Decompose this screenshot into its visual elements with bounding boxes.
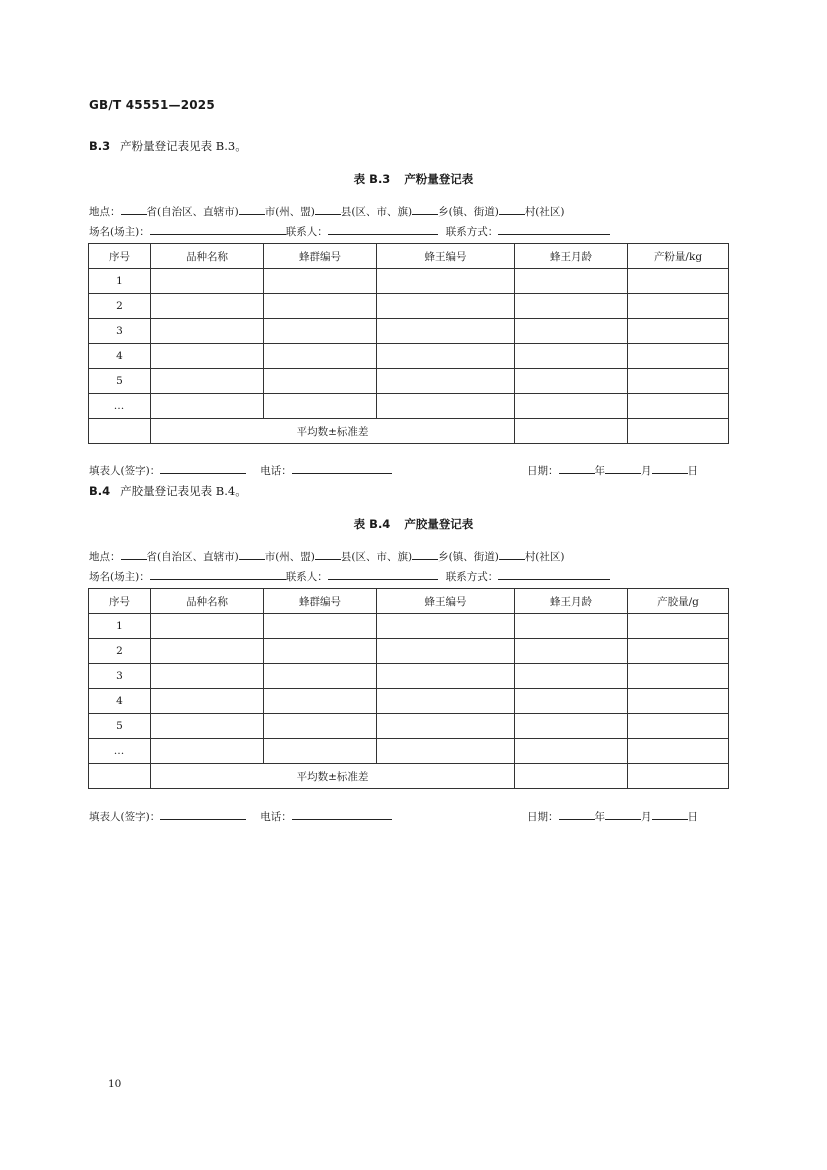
table-cell[interactable] [515, 714, 628, 739]
table-cell[interactable] [264, 689, 377, 714]
village-field[interactable] [499, 203, 525, 215]
sign-phone-field[interactable] [292, 462, 392, 474]
day-field[interactable] [652, 462, 688, 474]
table-row [89, 614, 729, 639]
table-cell[interactable] [264, 269, 377, 294]
row-number: 3 [89, 319, 151, 344]
village-label: 村(社区) [524, 206, 565, 218]
county-field[interactable] [315, 203, 341, 215]
city-label: 市(州、盟) [264, 551, 315, 563]
col-header: 蜂王月龄 [515, 244, 628, 269]
row-number: … [89, 394, 151, 419]
table-cell[interactable] [264, 394, 377, 419]
table-cell[interactable] [264, 319, 377, 344]
table-cell[interactable] [264, 369, 377, 394]
farm-name-field[interactable] [150, 223, 286, 235]
county-label: 县(区、市、旗) [340, 206, 413, 218]
township-label: 乡(镇、街道) [438, 206, 499, 218]
year-field[interactable] [559, 462, 595, 474]
table-cell[interactable] [151, 614, 264, 639]
table-caption-number: 表 B.3 [353, 172, 391, 186]
township-field[interactable] [412, 203, 438, 215]
sign-off-date [527, 462, 698, 478]
township-field[interactable] [412, 548, 438, 560]
village-field[interactable] [499, 548, 525, 560]
clause-text: 产胶量登记表见表 B.4。 [120, 484, 247, 498]
table-cell[interactable] [628, 764, 729, 789]
col-header: 蜂王月龄 [515, 589, 628, 614]
day-field[interactable] [652, 808, 688, 820]
clause-text: 产粉量登记表见表 B.3。 [120, 139, 247, 153]
contact-label: 联系人： [285, 571, 328, 583]
summary-row [89, 764, 729, 789]
location-label: 地点： [89, 206, 121, 218]
sign-off-filler [89, 462, 392, 478]
filler-field[interactable] [160, 808, 246, 820]
table-cell[interactable] [515, 369, 628, 394]
table-cell[interactable] [151, 319, 264, 344]
table-caption-b4 [0, 516, 827, 532]
row-number: 4 [89, 689, 151, 714]
col-header: 品种名称 [151, 244, 264, 269]
table-cell[interactable] [151, 269, 264, 294]
table-row [89, 369, 729, 394]
month-field[interactable] [605, 462, 641, 474]
clause-b4 [89, 483, 247, 499]
county-field[interactable] [315, 548, 341, 560]
city-field[interactable] [239, 548, 265, 560]
month-label: 月 [641, 811, 652, 823]
table-cell[interactable] [377, 369, 515, 394]
table-cell[interactable] [628, 344, 729, 369]
table-caption-number: 表 B.4 [353, 517, 391, 531]
county-label: 县(区、市、旗) [340, 551, 413, 563]
table-cell[interactable] [515, 639, 628, 664]
table-cell[interactable] [377, 319, 515, 344]
col-header: 产胶量/g [628, 589, 729, 614]
contact-field[interactable] [328, 223, 438, 235]
year-field[interactable] [559, 808, 595, 820]
table-row [89, 269, 729, 294]
table-cell[interactable] [628, 369, 729, 394]
province-field[interactable] [121, 203, 147, 215]
province-label: 省(自治区、直辖市) [146, 551, 239, 563]
date-label: 日期： [527, 811, 559, 823]
row-number: 5 [89, 369, 151, 394]
table-cell[interactable] [264, 614, 377, 639]
table-cell[interactable] [264, 739, 377, 764]
table-cell[interactable] [151, 369, 264, 394]
table-cell[interactable] [628, 269, 729, 294]
table-cell[interactable] [515, 739, 628, 764]
location-label: 地点： [89, 551, 121, 563]
sign-phone-label: 电话： [260, 465, 292, 477]
table-cell[interactable] [264, 664, 377, 689]
table-caption-b3 [0, 171, 827, 187]
sign-phone-field[interactable] [292, 808, 392, 820]
year-label: 年 [594, 811, 605, 823]
clause-b3 [89, 138, 247, 154]
col-header: 序号 [89, 589, 151, 614]
table-cell[interactable] [151, 689, 264, 714]
row-number: 5 [89, 714, 151, 739]
table-cell[interactable] [151, 739, 264, 764]
contact-label: 联系人： [285, 226, 328, 238]
propolis-yield-table [88, 588, 729, 789]
contact-field[interactable] [328, 568, 438, 580]
summary-label: 平均数±标准差 [151, 419, 515, 444]
clause-number: B.4 [89, 484, 111, 498]
table-cell[interactable] [628, 319, 729, 344]
sign-off-filler [89, 808, 392, 824]
filler-field[interactable] [160, 462, 246, 474]
day-label: 日 [687, 811, 698, 823]
location-line [89, 548, 565, 564]
village-label: 村(社区) [524, 551, 565, 563]
table-row [89, 319, 729, 344]
table-cell[interactable] [628, 739, 729, 764]
city-field[interactable] [239, 203, 265, 215]
city-label: 市(州、盟) [264, 206, 315, 218]
table-cell [89, 764, 151, 789]
col-header: 品种名称 [151, 589, 264, 614]
province-label: 省(自治区、直辖市) [146, 206, 239, 218]
clause-number: B.3 [89, 139, 111, 153]
table-cell[interactable] [377, 664, 515, 689]
pollen-yield-table [88, 243, 729, 444]
table-cell[interactable] [515, 394, 628, 419]
table-cell[interactable] [515, 614, 628, 639]
sign-phone-label: 电话： [260, 811, 292, 823]
col-header: 产粉量/kg [628, 244, 729, 269]
row-number: 1 [89, 269, 151, 294]
table-cell[interactable] [628, 614, 729, 639]
table-header-row [89, 589, 729, 614]
row-number: 4 [89, 344, 151, 369]
table-cell[interactable] [377, 639, 515, 664]
phone-label: 联系方式： [445, 571, 499, 583]
table-cell[interactable] [628, 689, 729, 714]
year-label: 年 [594, 465, 605, 477]
table-cell[interactable] [377, 714, 515, 739]
phone-field[interactable] [498, 568, 610, 580]
col-header: 蜂王编号 [377, 589, 515, 614]
table-cell[interactable] [151, 639, 264, 664]
month-field[interactable] [605, 808, 641, 820]
summary-row [89, 419, 729, 444]
table-row [89, 739, 729, 764]
col-header: 蜂群编号 [264, 589, 377, 614]
table-cell[interactable] [377, 614, 515, 639]
summary-label: 平均数±标准差 [151, 764, 515, 789]
table-cell[interactable] [628, 639, 729, 664]
table-cell[interactable] [628, 419, 729, 444]
table-cell[interactable] [628, 714, 729, 739]
filler-label: 填表人(签字)： [89, 465, 161, 477]
table-cell[interactable] [151, 394, 264, 419]
table-cell[interactable] [377, 294, 515, 319]
table-cell[interactable] [264, 344, 377, 369]
row-number: … [89, 739, 151, 764]
table-cell[interactable] [515, 269, 628, 294]
table-row [89, 689, 729, 714]
col-header: 序号 [89, 244, 151, 269]
table-cell[interactable] [377, 394, 515, 419]
row-number: 1 [89, 614, 151, 639]
table-caption-title: 产胶量登记表 [404, 517, 474, 531]
phone-label: 联系方式： [445, 226, 499, 238]
farm-name-label: 场名(场主)： [89, 226, 150, 238]
month-label: 月 [641, 465, 652, 477]
table-cell[interactable] [515, 664, 628, 689]
row-number: 2 [89, 639, 151, 664]
sign-off-date [527, 808, 698, 824]
table-cell[interactable] [377, 269, 515, 294]
table-row [89, 639, 729, 664]
table-cell[interactable] [264, 714, 377, 739]
table-cell[interactable] [151, 344, 264, 369]
col-header: 蜂王编号 [377, 244, 515, 269]
farm-name-label: 场名(场主)： [89, 571, 150, 583]
farm-line [89, 223, 610, 239]
table-row [89, 664, 729, 689]
table-cell[interactable] [628, 394, 729, 419]
row-number: 3 [89, 664, 151, 689]
table-cell[interactable] [515, 294, 628, 319]
table-cell [89, 419, 151, 444]
table-cell[interactable] [264, 294, 377, 319]
table-cell[interactable] [628, 294, 729, 319]
table-cell[interactable] [151, 714, 264, 739]
province-field[interactable] [121, 548, 147, 560]
table-row [89, 344, 729, 369]
table-cell[interactable] [377, 689, 515, 714]
table-row [89, 394, 729, 419]
table-cell[interactable] [515, 764, 628, 789]
table-cell[interactable] [377, 344, 515, 369]
table-header-row [89, 244, 729, 269]
filler-label: 填表人(签字)： [89, 811, 161, 823]
table-cell[interactable] [264, 639, 377, 664]
col-header: 蜂群编号 [264, 244, 377, 269]
township-label: 乡(镇、街道) [438, 551, 499, 563]
table-caption-title: 产粉量登记表 [404, 172, 474, 186]
table-row [89, 714, 729, 739]
table-cell[interactable] [515, 319, 628, 344]
table-cell[interactable] [515, 689, 628, 714]
table-cell[interactable] [515, 344, 628, 369]
table-cell[interactable] [515, 419, 628, 444]
table-cell[interactable] [628, 664, 729, 689]
row-number: 2 [89, 294, 151, 319]
farm-line [89, 568, 610, 584]
page-number: 10 [108, 1078, 122, 1090]
day-label: 日 [687, 465, 698, 477]
table-cell[interactable] [151, 294, 264, 319]
phone-field[interactable] [498, 223, 610, 235]
table-cell[interactable] [377, 739, 515, 764]
table-row [89, 294, 729, 319]
standard-number: GB/T 45551—2025 [89, 98, 215, 112]
farm-name-field[interactable] [150, 568, 286, 580]
date-label: 日期： [527, 465, 559, 477]
location-line [89, 203, 565, 219]
table-cell[interactable] [151, 664, 264, 689]
